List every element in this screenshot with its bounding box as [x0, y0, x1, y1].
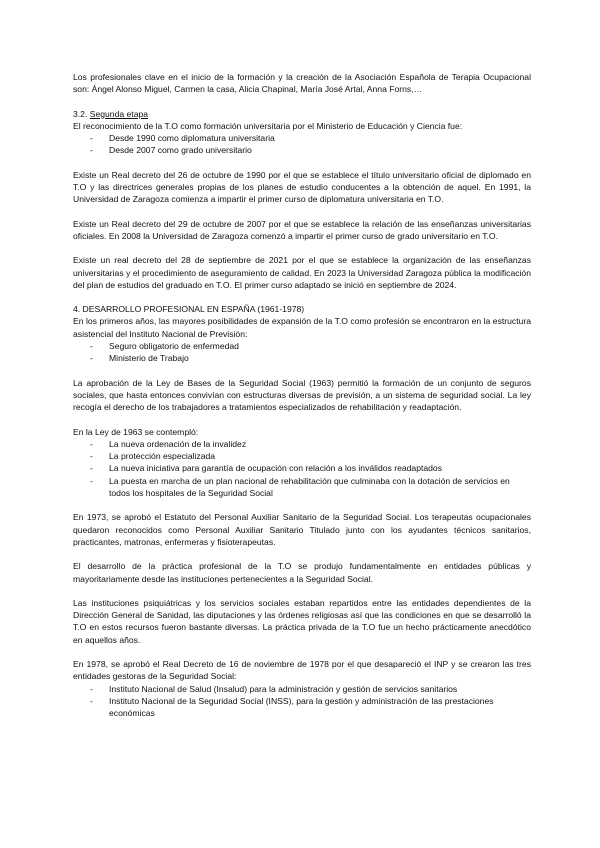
paragraph-1973: En 1973, se aprobó el Estatuto del Personal Auxiliar Sanitario de la Seguridad Social. Los terapeutas ocupacionales quedaron reconocidos como Personal Auxiliar Sanitario Titulado junto con los ayudantes técnicos sanitarios, practicantes, matronas, enfermeras y fisioterapeutas. — [73, 512, 531, 547]
list-item: - Ministerio de Trabajo — [73, 352, 531, 364]
list-item: - Desde 2007 como grado universitario — [73, 144, 531, 156]
list-item: - La nueva iniciativa para garantía de ocupación con relación a los inválidos readaptados — [73, 462, 531, 474]
list-item: - Seguro obligatorio de enfermedad — [73, 340, 531, 352]
paragraph-ley-bases: La aprobación de la Ley de Bases de la Seguridad Social (1963) permitió la formación de un conjunto de seguros sociales, que hasta entonces convivían con estructuras diversas de previsión, a un sistema de seguridad social. La ley recogía el derecho de los trabajadores a tratamientos especializados de rehabilitación y readaptación. — [73, 377, 531, 413]
document-body — [73, 71, 531, 719]
paragraph-decreto-2007: Existe un Real decreto del 29 de octubre de 2007 por el que se establece la relación de las enseñanzas universitarias oficiales. En 2008 la Universidad de Zaragoza comenzó a impartir el primer curso de grado universitario en T.O. — [73, 218, 531, 241]
paragraph-1978: En 1978, se aprobó el Real Decreto de 16 de noviembre de 1978 por el que desapareció el INP y se crearon las tres entidades gestoras de la Seguridad Social: — [73, 658, 531, 682]
section-3-2-lead: El reconocimiento de la T.O como formación universitaria por el Ministerio de Educación y Ciencia fue: — [73, 120, 463, 131]
prevision-list — [73, 340, 531, 365]
entidades-gestoras-list — [73, 683, 531, 720]
list-item: - Desde 1990 como diplomatura universitaria — [73, 132, 531, 144]
section-4-lead: En los primeros años, las mayores posibilidades de expansión de la T.O como profesión se encontraron en la estructura asistencial del Instituto Nacional de Previsión: — [73, 316, 531, 339]
paragraph-desarrollo: El desarrollo de la práctica profesional de la T.O se produjo fundamentalmente en entidades públicas y mayoritariamente desde las instituciones pertenecientes a la Seguridad Social. — [73, 561, 531, 584]
list-item: - La protección especializada — [73, 450, 531, 462]
section-3-2-number: 3.2. — [73, 108, 88, 119]
recognition-list — [73, 132, 531, 157]
list-item: - La puesta en marcha de un plan nacional de rehabilitación que culminaba con la dotación de servicios en todos los hospitales de la Seguridad Social — [73, 475, 531, 500]
list-item: - Instituto Nacional de la Seguridad Social (INSS), para la gestión y administración de las prestaciones económicas — [73, 695, 531, 720]
paragraph-decreto-2021: Existe un real decreto del 28 de septiembre de 2021 por el que se establece la organización de las enseñanzas universitarias y el procedimiento de aseguramiento de calidad. En 2023 la Universidad Zaragoza pública la modificación del plan de estudios del graduado en T.O. El primer curso adaptado se inició en septiembre de 2024. — [73, 255, 531, 290]
list-item: - La nueva ordenación de la invalidez — [73, 438, 531, 450]
paragraph-instituciones: Las instituciones psiquiátricas y los servicios sociales estaban repartidos entre las entidades dependientes de la Dirección General de Sanidad, las diputaciones y las órdenes religiosas así que las condiciones en que se desarrolló la T.O en estos recursos fueron bastante diversas. La práctica privada de la T.O fue un hecho prácticamente anecdótico en aquellos años. — [73, 597, 531, 645]
list-item: - Instituto Nacional de Salud (Insalud) para la administración y gestión de servicios sanitarios — [73, 683, 531, 695]
ley-1963-lead: En la Ley de 1963 se contempló: — [73, 426, 199, 437]
section-3-2-heading — [73, 108, 531, 120]
paragraph-decreto-1990: Existe un Real decreto del 26 de octubre de 1990 por el que se establece el título universitario oficial de diplomado en T.O y las directrices generales propias de los planes de estudio conducentes a la obtención de aquel. En 1991, la Universidad de Zaragoza comienza a impartir el primer curso de diplomatura universitaria en T.O. — [73, 169, 531, 205]
section-3-2-title: Segunda etapa — [89, 108, 149, 119]
intro-paragraph: Los profesionales clave en el inicio de la formación y la creación de la Asociación Española de Terapia Ocupacional son: Ángel Alonso Miguel, Carmen la casa, Alicia Chapinal, María José Artal, Anna Forns,… — [73, 72, 531, 95]
ley-1963-list — [73, 438, 531, 499]
section-4-heading: 4. DESARROLLO PROFESIONAL EN ESPAÑA (1961-1978) — [73, 304, 305, 315]
